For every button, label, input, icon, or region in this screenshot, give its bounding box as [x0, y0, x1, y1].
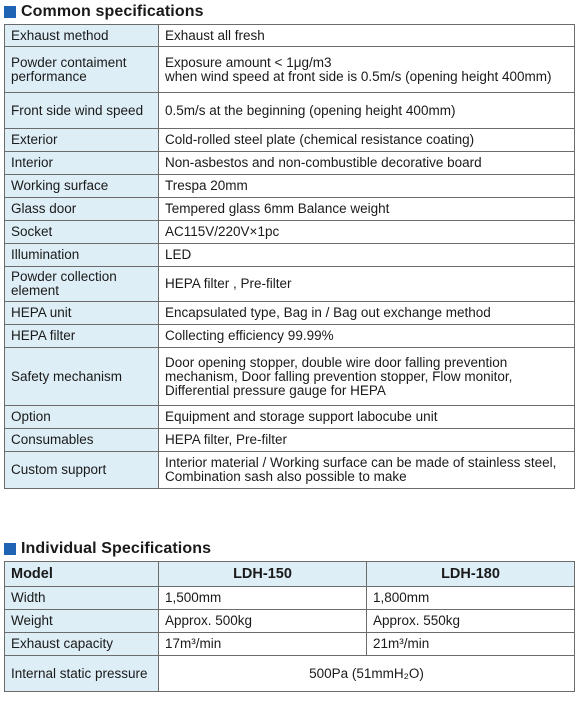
spec-value — [159, 429, 575, 452]
spec-value — [159, 244, 575, 267]
spec-label: HEPA filter — [5, 325, 159, 348]
spec-label: Socket — [5, 221, 159, 244]
individual-specifications-table — [4, 561, 575, 692]
spec-value — [159, 93, 575, 129]
section-marker-icon — [4, 543, 16, 555]
model-spec-row — [5, 610, 575, 633]
spec-value — [159, 175, 575, 198]
spec-row — [5, 47, 575, 93]
spec-value — [159, 129, 575, 152]
spec-label: HEPA unit — [5, 302, 159, 325]
spec-row — [5, 93, 575, 129]
ldh-180-value: 1,800mm — [367, 587, 575, 610]
spec-value — [159, 325, 575, 348]
spec-row — [5, 198, 575, 221]
spec-value-line: Trespa 20mm — [165, 178, 248, 193]
spec-label: Illumination — [5, 244, 159, 267]
spec-row — [5, 25, 575, 47]
spec-row — [5, 129, 575, 152]
spec-value — [159, 47, 575, 93]
spec-label: Option — [5, 406, 159, 429]
spec-value-line: Non-asbestos and non-combustible decorative board — [165, 155, 482, 170]
spec-value — [159, 198, 575, 221]
model-spec-label: Internal static pressure — [5, 656, 159, 692]
spec-row — [5, 429, 575, 452]
spec-value-line: Encapsulated type, Bag in / Bag out exchange method — [165, 305, 491, 320]
spec-value — [159, 302, 575, 325]
spec-value — [159, 152, 575, 175]
spec-row — [5, 348, 575, 406]
spec-label: Front side wind speed — [5, 93, 159, 129]
ldh-180-value: 21m³/min — [367, 633, 575, 656]
shared-value: 500Pa (51mmH₂O) — [159, 656, 575, 692]
spec-value-line: Exhaust all fresh — [165, 27, 265, 43]
spec-row — [5, 244, 575, 267]
model-spec-row — [5, 656, 575, 692]
spec-label: Consumables — [5, 429, 159, 452]
model-ldh-180-header: LDH-180 — [367, 562, 575, 587]
ldh-150-value: 1,500mm — [159, 587, 367, 610]
spec-row — [5, 302, 575, 325]
spec-label: Safety mechanism — [5, 348, 159, 406]
individual-specifications-heading — [4, 540, 211, 558]
spec-label: Powder collection element — [5, 267, 159, 302]
individual-specifications-title: Individual Specifications — [21, 540, 212, 557]
spec-label: Working surface — [5, 175, 159, 198]
spec-value — [159, 25, 575, 47]
model-spec-label: Width — [5, 587, 159, 610]
spec-value-line: Exposure amount < 1μg/m3 — [165, 54, 332, 70]
spec-value — [159, 267, 575, 302]
spec-label: Glass door — [5, 198, 159, 221]
model-spec-label: Weight — [5, 610, 159, 633]
spec-value-line: Equipment and storage support labocube unit — [165, 409, 438, 424]
spec-value-line: Tempered glass 6mm Balance weight — [165, 201, 390, 216]
spec-row — [5, 175, 575, 198]
spec-row — [5, 452, 575, 489]
common-specifications-title: Common specifications — [21, 3, 204, 20]
spec-row — [5, 325, 575, 348]
spec-label: Custom support — [5, 452, 159, 489]
spec-value-line: Collecting efficiency 99.99% — [165, 328, 334, 343]
spec-row — [5, 406, 575, 429]
spec-label: Exhaust method — [5, 25, 159, 47]
spec-label: Exterior — [5, 129, 159, 152]
spec-value — [159, 452, 575, 489]
model-header: Model — [5, 562, 159, 587]
spec-row — [5, 152, 575, 175]
spec-row — [5, 221, 575, 244]
common-specifications-heading — [4, 3, 204, 21]
spec-row — [5, 267, 575, 302]
spec-value — [159, 348, 575, 406]
spec-value-line: LED — [165, 247, 192, 262]
section-marker-icon — [4, 6, 16, 18]
model-spec-row — [5, 587, 575, 610]
spec-value — [159, 406, 575, 429]
spec-value-line: 0.5m/s at the beginning (opening height 400mm) — [165, 102, 456, 118]
spec-value-line: Door opening stopper, double wire door falling prevention mechanism, Door falling prevention stopper, Flow monitor, Differential pressure gauge for HEPA — [165, 354, 513, 398]
spec-label: Powder contaiment performance — [5, 47, 159, 93]
spec-value-line: when wind speed at front side is 0.5m/s (opening height 400mm) — [165, 68, 552, 84]
model-spec-label: Exhaust capacity — [5, 633, 159, 656]
spec-value-line: HEPA filter, Pre-filter — [165, 432, 288, 447]
ldh-150-value: 17m³/min — [159, 633, 367, 656]
spec-value — [159, 221, 575, 244]
ldh-150-value: Approx. 500kg — [159, 610, 367, 633]
spec-value-line: AC115V/220V×1pc — [165, 224, 280, 239]
spec-value-line: HEPA filter , Pre-filter — [165, 276, 292, 291]
spec-label: Interior — [5, 152, 159, 175]
model-ldh-150-header: LDH-150 — [159, 562, 367, 587]
ldh-180-value: Approx. 550kg — [367, 610, 575, 633]
spec-value-line: Interior material / Working surface can be made of stainless steel, Combination sash also possible to make — [165, 455, 557, 484]
spec-value-line: Cold-rolled steel plate (chemical resistance coating) — [165, 132, 475, 147]
model-spec-row — [5, 633, 575, 656]
common-specifications-table — [4, 24, 575, 489]
